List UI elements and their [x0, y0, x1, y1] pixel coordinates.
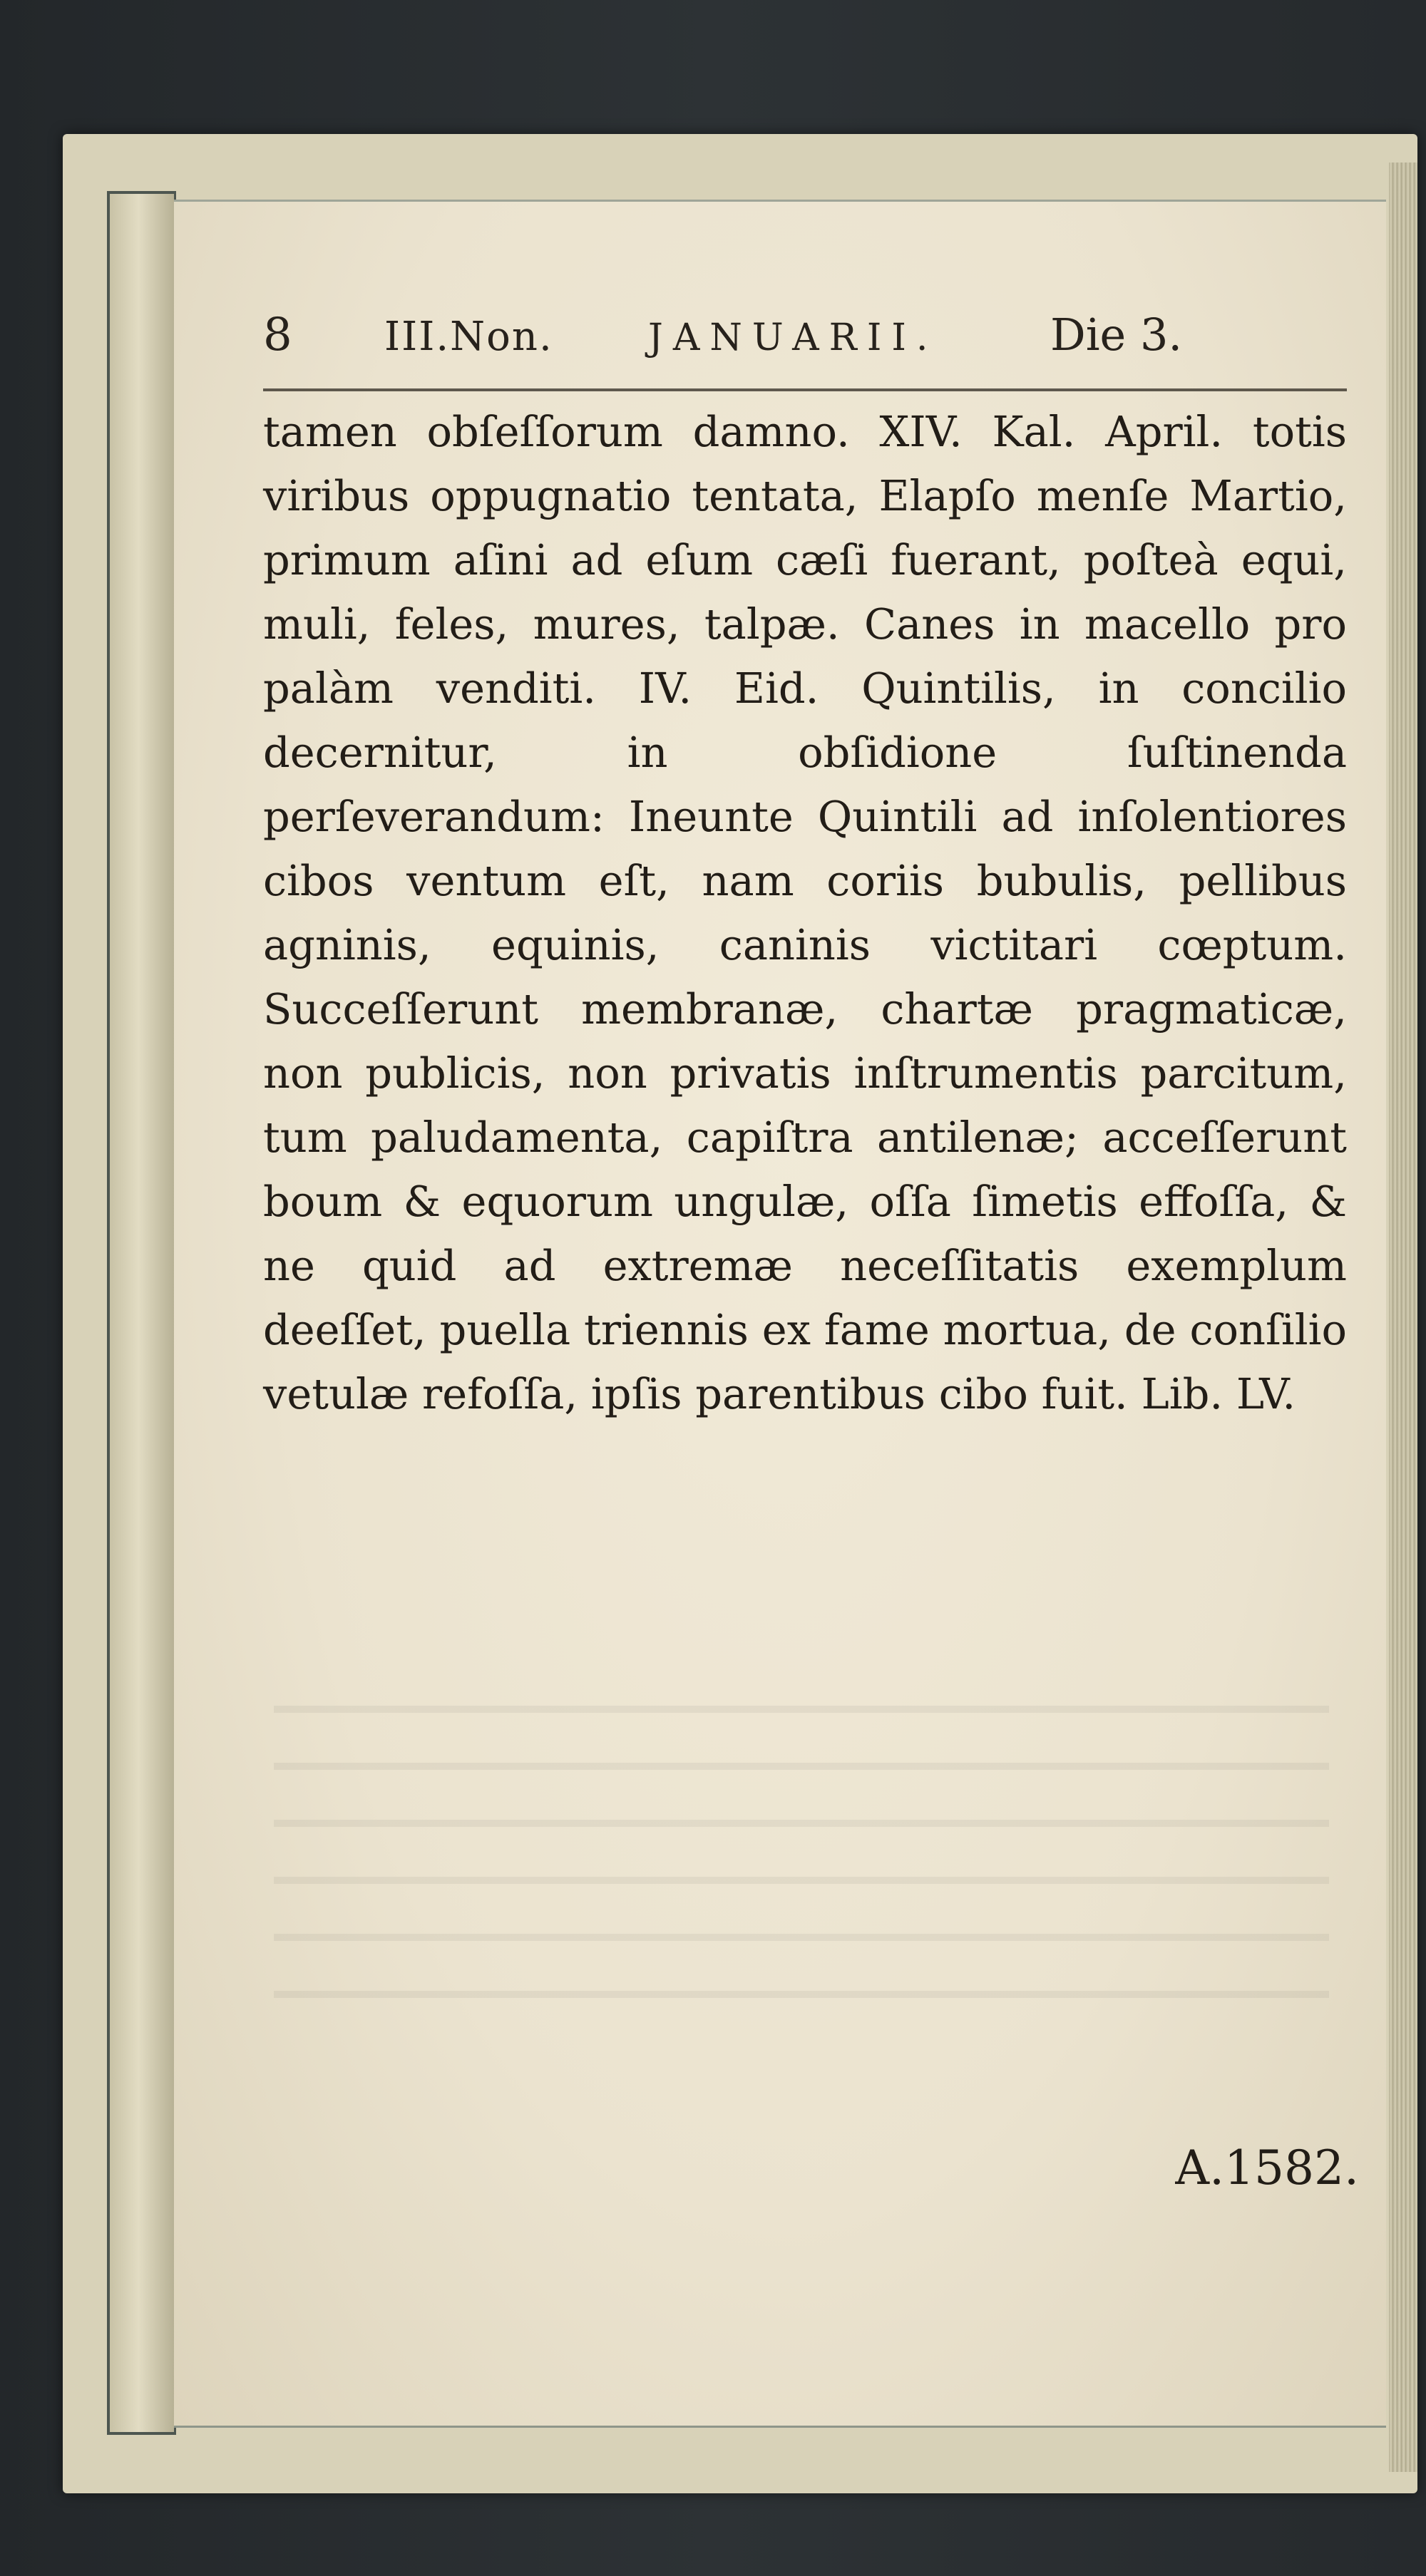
running-head — [263, 309, 1347, 373]
date-roman: III.Non. — [384, 314, 553, 360]
day-label: Die 3. — [1050, 309, 1183, 361]
month-name: JANUARII. — [648, 316, 938, 359]
body-paragraph: tamen obſeſſorum damno. XIV. Kal. April. totis viribus oppugnatio tentata, Elapſo menſe Martio, primum aſini ad eſum cæſi fuerant, poſteà equi, muli, feles, mures, talpæ. Canes in macello pro palàm venditi. IV. Eid. Quintilis, in concilio decernitur, in obſidione ſuſtinenda perſeverandum: Ineunte Quintili ad inſolentiores cibos ventum eſt, nam coriis bubulis, pellibus agninis, equinis, caninis victitari cœptum. Succeſſerunt membranæ, chartæ pragmaticæ, non publicis, non privatis inſtrumentis parcitum, tum paludamenta, capiſtra antilenæ; acceſſerunt boum & equorum ungulæ, oſſa ſimetis effoſſa, & ne quid ad extremæ neceſſitatis exemplum deeſſet, puella triennis ex fame mortua, de conſilio vetulæ refoſſa, ipſis parentibus cibo fuit. Lib. LV. — [263, 407, 1347, 1418]
page-number: 8 — [263, 309, 292, 361]
binding-board — [107, 191, 176, 2435]
book-page — [174, 200, 1386, 2428]
header-rule — [263, 388, 1347, 391]
catchword: A.1582. — [1175, 2140, 1359, 2195]
show-through-text — [274, 1656, 1329, 2026]
page-edges — [1389, 163, 1417, 2472]
